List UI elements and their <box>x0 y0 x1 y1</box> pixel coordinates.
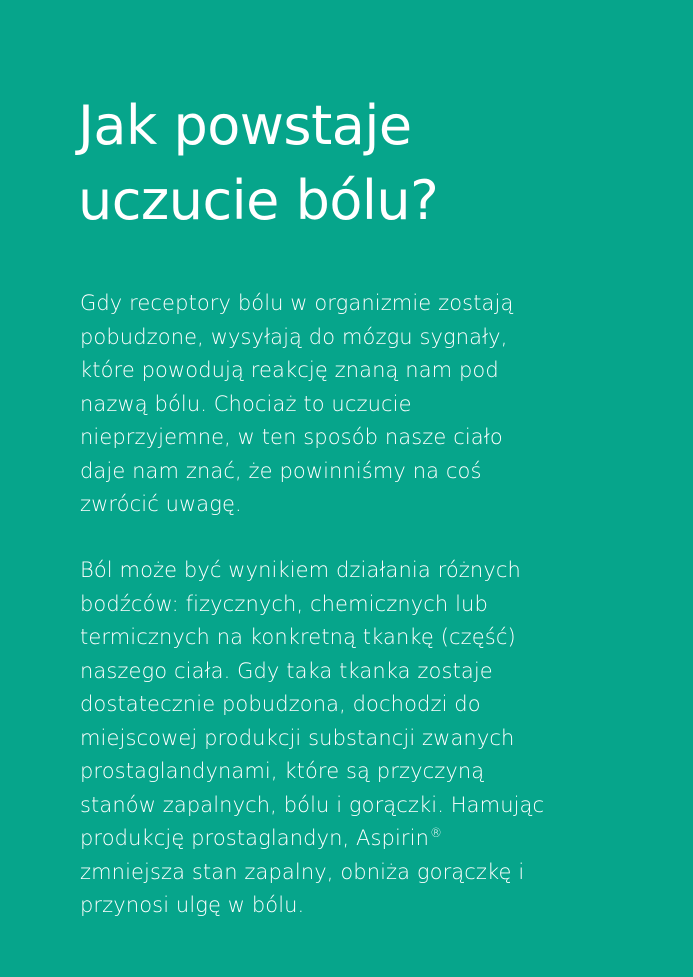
text-line: które powodują reakcję znaną nam pod <box>80 358 499 382</box>
text-line: zmniejsza stan zapalny, obniża gorączkę i <box>80 859 525 884</box>
text-line-with-mark <box>80 822 544 856</box>
text-line: bodźców: fizycznych, chemicznych lub <box>80 591 488 616</box>
text-line: produkcję prostaglandyn, Aspirin <box>80 826 430 850</box>
body-paragraph <box>80 554 544 923</box>
text-line: Gdy receptory bólu w organizmie zostają <box>80 291 514 315</box>
text-line: termicznych na konkretną tkankę (część) <box>80 625 516 649</box>
text-line: Ból może być wynikiem działania różnych <box>80 558 521 582</box>
text-line: nazwą bólu. Chociaż to uczucie <box>80 391 412 416</box>
text-line: nieprzyjemne, w ten sposób nasze ciało <box>80 425 503 449</box>
intro-paragraph <box>80 287 513 522</box>
title-line: Jak powstaje <box>78 94 412 157</box>
text-line: stanów zapalnych, bólu i gorączki. Hamując <box>80 792 545 817</box>
text-line: miejscowej produkcji substancji zwanych <box>80 725 515 750</box>
title-line: uczucie bólu? <box>78 169 439 232</box>
text-line: przynosi ulgę w bólu. <box>80 893 305 917</box>
text-line: pobudzone, wysyłają do mózgu sygnały, <box>80 324 508 349</box>
text-line: daje nam znać, że powinniśmy na coś <box>80 458 482 483</box>
text-line: dostatecznie pobudzona, dochodzi do <box>80 692 481 716</box>
page-title <box>78 88 438 238</box>
text-line: zwrócić uwagę. <box>80 492 242 516</box>
registered-mark: ® <box>430 826 443 840</box>
text-line: prostaglandynami, które są przyczyną <box>80 759 485 783</box>
text-line: naszego ciała. Gdy taka tkanka zostaje <box>80 658 493 683</box>
